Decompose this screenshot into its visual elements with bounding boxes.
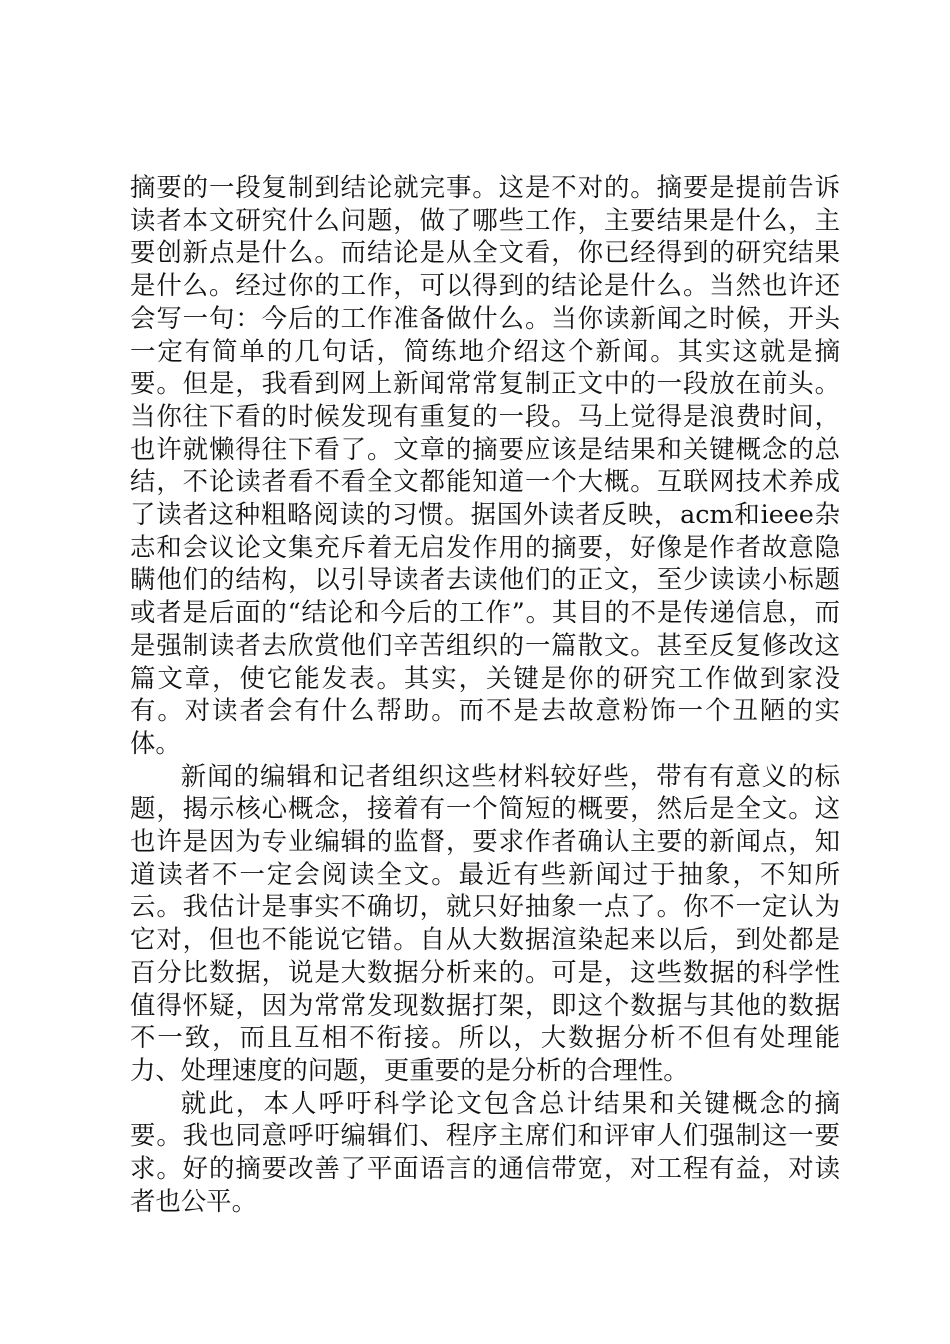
body-text [130,171,840,1218]
paragraph-1: 摘要的一段复制到结论就完事。这是不对的。摘要是提前告诉读者本文研究什么问题，做了哪些工作，主要结果是什么，主要创新点是什么。而结论是从全文看，你已经得到的研究结果是什么。经过你的工作，可以得到的结论是什么。当然也许还会写一句：今后的工作准备做什么。当你读新闻之时候，开头一定有简单的几句话，简练地介绍这个新闻。其实这就是摘要。但是，我看到网上新闻常常复制正文中的一段放在前头。当你往下看的时候发现有重复的一段。马上觉得是浪费时间，也许就懒得往下看了。文章的摘要应该是结果和关键概念的总结，不论读者看不看全文都能知道一个大概。互联网技术养成了读者这种粗略阅读的习惯。据国外读者反映，acm和ieee杂志和会议论文集充斥着无启发作用的摘要，好像是作者故意隐瞒他们的结构，以引导读者去读他们的正文，至少读读小标题或者是后面的“结论和今后的工作”。其目的不是传递信息，而是强制读者去欣赏他们辛苦组织的一篇散文。甚至反复修改这篇文章，使它能发表。其实，关键是你的研究工作做到家没有。对读者会有什么帮助。而不是去故意粉饰一个丑陋的实体。 [130,172,840,758]
paragraph-3: 就此，本人呼吁科学论文包含总计结果和关键概念的摘要。我也同意呼吁编辑们、程序主席们和评审人们强制这一要求。好的摘要改善了平面语言的通信带宽，对工程有益，对读者也公平。 [130,1087,840,1216]
paragraph-2: 新闻的编辑和记者组织这些材料较好些，带有有意义的标题，揭示核心概念，接着有一个简短的概要，然后是全文。这也许是因为专业编辑的监督，要求作者确认主要的新闻点，知道读者不一定会阅读全文。最近有些新闻过于抽象，不知所云。我估计是事实不确切，就只好抽象一点了。你不一定认为它对，但也不能说它错。自从大数据渲染起来以后，到处都是百分比数据，说是大数据分析来的。可是，这些数据的科学性值得怀疑，因为常常发现数据打架，即这个数据与其他的数据不一致，而且互相不衔接。所以，大数据分析不但有处理能力、处理速度的问题，更重要的是分析的合理性。 [130,760,840,1085]
